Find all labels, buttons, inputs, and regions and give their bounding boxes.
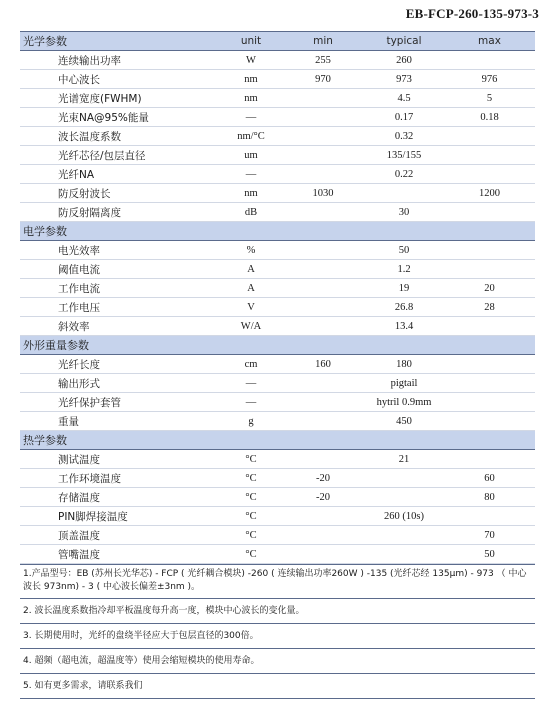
spec-row <box>20 108 535 127</box>
typical-value: 180 <box>364 355 444 374</box>
note-item: 5. 如有更多需求，请联系我们 <box>20 674 535 699</box>
parameter-name: 防反射波长 <box>20 184 220 203</box>
min-value <box>282 108 364 127</box>
parameter-name: 输出形式 <box>20 374 220 393</box>
typical-value: 450 <box>364 412 444 431</box>
max-value <box>444 507 535 526</box>
spec-row <box>20 279 535 298</box>
min-value <box>282 374 364 393</box>
typical-value: 4.5 <box>364 89 444 108</box>
typical-value: 260 <box>364 51 444 70</box>
unit-value: — <box>220 393 282 412</box>
unit-value: °C <box>220 450 282 469</box>
unit-value: V <box>220 298 282 317</box>
parameter-name: 光纤NA <box>20 165 220 184</box>
min-value <box>282 298 364 317</box>
typical-value <box>364 545 444 564</box>
spec-row <box>20 450 535 469</box>
typical-value: pigtail <box>364 374 444 393</box>
unit-value: nm <box>220 89 282 108</box>
max-value <box>444 412 535 431</box>
max-value: 1200 <box>444 184 535 203</box>
typical-value: 26.8 <box>364 298 444 317</box>
min-value: 970 <box>282 70 364 89</box>
parameter-name: 阈值电流 <box>20 260 220 279</box>
spec-row <box>20 260 535 279</box>
min-value <box>282 127 364 146</box>
min-value: -20 <box>282 488 364 507</box>
typical-value: 19 <box>364 279 444 298</box>
typical-value: 260 (10s) <box>364 507 444 526</box>
section-title: 热学参数 <box>20 431 220 450</box>
typical-value <box>364 526 444 545</box>
parameter-name: 顶盖温度 <box>20 526 220 545</box>
spec-table <box>20 31 535 564</box>
spec-row <box>20 526 535 545</box>
section-header-fill <box>220 336 535 355</box>
section-header-row <box>20 222 535 241</box>
min-value <box>282 241 364 260</box>
parameter-name: 连续输出功率 <box>20 51 220 70</box>
parameter-name: 工作电压 <box>20 298 220 317</box>
max-value: 976 <box>444 70 535 89</box>
spec-row <box>20 488 535 507</box>
unit-value: nm <box>220 70 282 89</box>
min-value: -20 <box>282 469 364 488</box>
parameter-name: 光纤芯径/包层直径 <box>20 146 220 165</box>
column-header-max: max <box>444 32 535 51</box>
parameter-name: 重量 <box>20 412 220 431</box>
spec-table-body <box>20 32 535 564</box>
max-value: 70 <box>444 526 535 545</box>
unit-value: um <box>220 146 282 165</box>
column-header-unit: unit <box>220 32 282 51</box>
spec-row <box>20 165 535 184</box>
min-value: 160 <box>282 355 364 374</box>
min-value <box>282 450 364 469</box>
min-value <box>282 545 364 564</box>
max-value <box>444 355 535 374</box>
spec-row <box>20 507 535 526</box>
unit-value: dB <box>220 203 282 222</box>
max-value <box>444 203 535 222</box>
min-value <box>282 526 364 545</box>
spec-row <box>20 89 535 108</box>
parameter-name: 光纤长度 <box>20 355 220 374</box>
typical-value: 13.4 <box>364 317 444 336</box>
spec-row <box>20 412 535 431</box>
max-value: 28 <box>444 298 535 317</box>
min-value: 255 <box>282 51 364 70</box>
parameter-name: 光谱宽度(FWHM) <box>20 89 220 108</box>
max-value: 0.18 <box>444 108 535 127</box>
spec-row <box>20 317 535 336</box>
parameter-name: 工作电流 <box>20 279 220 298</box>
typical-value: 0.17 <box>364 108 444 127</box>
max-value <box>444 165 535 184</box>
max-value: 60 <box>444 469 535 488</box>
section-title: 电学参数 <box>20 222 220 241</box>
unit-value: nm/°C <box>220 127 282 146</box>
spec-row <box>20 184 535 203</box>
unit-value: — <box>220 374 282 393</box>
section-header-row <box>20 32 535 51</box>
column-header-min: min <box>282 32 364 51</box>
spec-row <box>20 203 535 222</box>
section-header-row <box>20 431 535 450</box>
unit-value: g <box>220 412 282 431</box>
max-value <box>444 317 535 336</box>
max-value <box>444 146 535 165</box>
parameter-name: 防反射隔离度 <box>20 203 220 222</box>
spec-row <box>20 51 535 70</box>
unit-value: A <box>220 279 282 298</box>
typical-value <box>364 184 444 203</box>
notes-section <box>20 564 535 699</box>
typical-value: 50 <box>364 241 444 260</box>
unit-value: — <box>220 165 282 184</box>
section-header-fill <box>220 431 535 450</box>
min-value <box>282 393 364 412</box>
typical-value: 21 <box>364 450 444 469</box>
note-item: 4. 超频（超电流，超温度等）使用会缩短模块的使用寿命。 <box>20 649 535 674</box>
note-item: 1.产品型号：EB (苏州长光华芯) - FCP ( 光纤耦合模块) -260 ( 连续输出功率260W ) -135 (光纤芯经 135μm) - 973 （ 中心波长 973nm) - 3 ( 中心波长偏差±3nm )。 <box>20 565 535 599</box>
parameter-name: PIN脚焊接温度 <box>20 507 220 526</box>
typical-value <box>364 488 444 507</box>
min-value <box>282 412 364 431</box>
spec-row <box>20 127 535 146</box>
min-value <box>282 279 364 298</box>
unit-value: °C <box>220 545 282 564</box>
max-value <box>444 51 535 70</box>
max-value <box>444 127 535 146</box>
spec-row <box>20 70 535 89</box>
spec-row <box>20 298 535 317</box>
spec-row <box>20 355 535 374</box>
parameter-name: 斜效率 <box>20 317 220 336</box>
spec-sheet <box>20 31 535 699</box>
unit-value: W <box>220 51 282 70</box>
parameter-name: 存储温度 <box>20 488 220 507</box>
max-value <box>444 393 535 412</box>
min-value <box>282 165 364 184</box>
min-value <box>282 260 364 279</box>
note-item: 3. 长期使用时，光纤的盘绕半径应大于包层直径的300倍。 <box>20 624 535 649</box>
unit-value: cm <box>220 355 282 374</box>
spec-row <box>20 241 535 260</box>
typical-value: 135/155 <box>364 146 444 165</box>
parameter-name: 管嘴温度 <box>20 545 220 564</box>
document-title: EB-FCP-260-135-973-3 <box>405 6 539 21</box>
unit-value: % <box>220 241 282 260</box>
parameter-name: 光束NA@95%能量 <box>20 108 220 127</box>
unit-value: W/A <box>220 317 282 336</box>
max-value <box>444 241 535 260</box>
section-title: 光学参数 <box>20 32 220 51</box>
section-title: 外形重量参数 <box>20 336 220 355</box>
spec-row <box>20 545 535 564</box>
typical-value: 973 <box>364 70 444 89</box>
unit-value: A <box>220 260 282 279</box>
max-value: 5 <box>444 89 535 108</box>
typical-value: 30 <box>364 203 444 222</box>
unit-value: — <box>220 108 282 127</box>
section-header-fill <box>220 222 535 241</box>
unit-value: °C <box>220 526 282 545</box>
column-header-typical: typical <box>364 32 444 51</box>
max-value: 50 <box>444 545 535 564</box>
typical-value: hytril 0.9mm <box>364 393 444 412</box>
spec-row <box>20 393 535 412</box>
unit-value: °C <box>220 507 282 526</box>
min-value <box>282 89 364 108</box>
parameter-name: 波长温度系数 <box>20 127 220 146</box>
parameter-name: 测试温度 <box>20 450 220 469</box>
max-value: 80 <box>444 488 535 507</box>
typical-value: 0.22 <box>364 165 444 184</box>
unit-value: °C <box>220 488 282 507</box>
min-value <box>282 507 364 526</box>
typical-value: 1.2 <box>364 260 444 279</box>
typical-value: 0.32 <box>364 127 444 146</box>
note-item: 2. 波长温度系数指冷却平板温度每升高一度，模块中心波长的变化量。 <box>20 599 535 624</box>
unit-value: °C <box>220 469 282 488</box>
parameter-name: 电光效率 <box>20 241 220 260</box>
typical-value <box>364 469 444 488</box>
max-value <box>444 374 535 393</box>
parameter-name: 中心波长 <box>20 70 220 89</box>
min-value: 1030 <box>282 184 364 203</box>
min-value <box>282 203 364 222</box>
section-header-row <box>20 336 535 355</box>
max-value: 20 <box>444 279 535 298</box>
spec-row <box>20 146 535 165</box>
min-value <box>282 317 364 336</box>
max-value <box>444 450 535 469</box>
min-value <box>282 146 364 165</box>
spec-row <box>20 374 535 393</box>
parameter-name: 工作环境温度 <box>20 469 220 488</box>
unit-value: nm <box>220 184 282 203</box>
parameter-name: 光纤保护套管 <box>20 393 220 412</box>
spec-row <box>20 469 535 488</box>
max-value <box>444 260 535 279</box>
